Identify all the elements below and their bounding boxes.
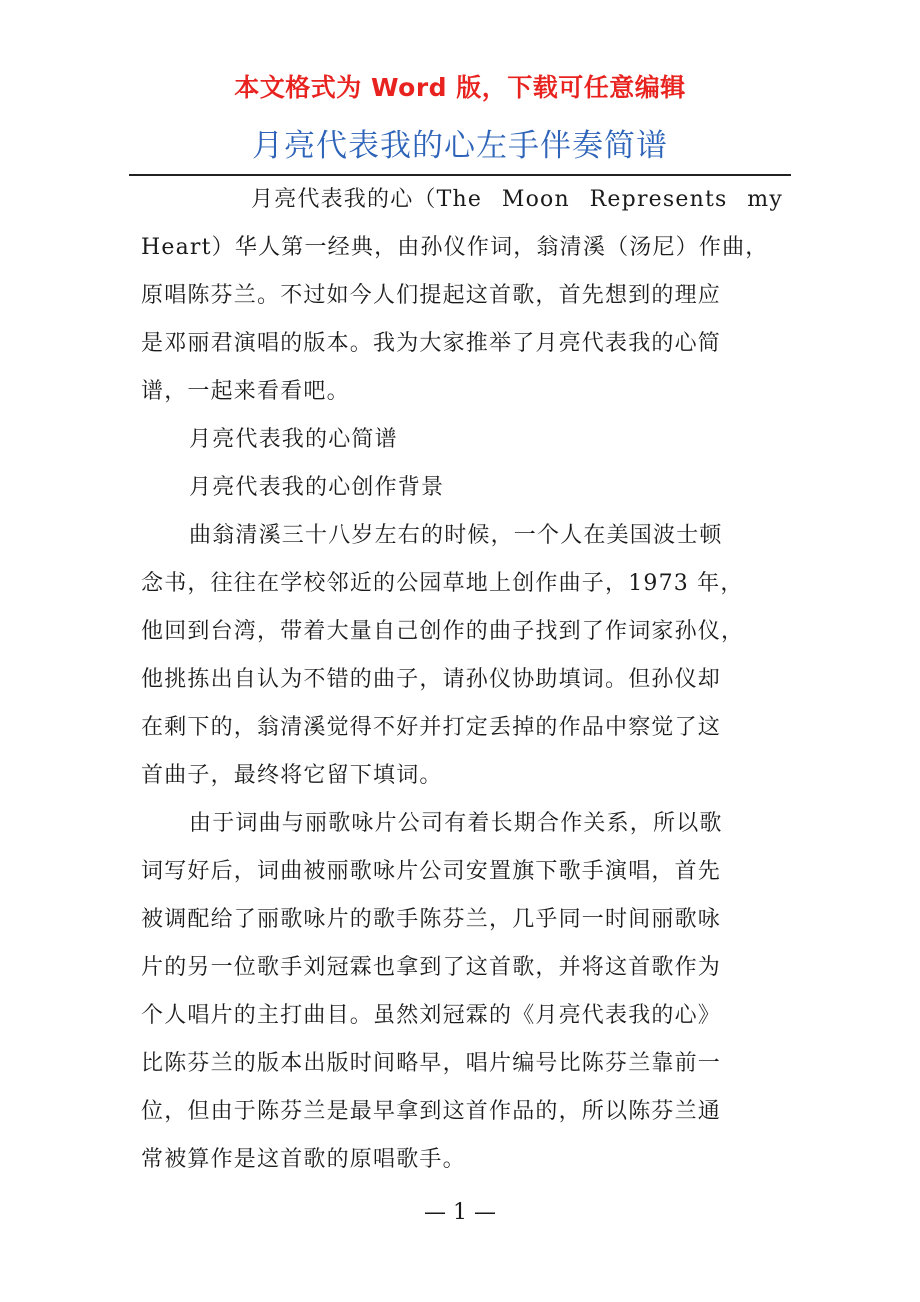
paragraph-line: 词写好后，词曲被丽歌咏片公司安置旗下歌手演唱，首先 <box>141 859 722 884</box>
background-paragraph-1 <box>141 512 783 800</box>
document-body <box>141 176 783 1184</box>
paragraph-line: 念书，往往在学校邻近的公园草地上创作曲子，1973 年， <box>141 571 744 596</box>
intro-line: 谱，一起来看看吧。 <box>141 379 350 404</box>
paragraph-line: 他回到台湾，带着大量自己创作的曲子找到了作词家孙仪， <box>141 619 745 644</box>
intro-word: Moon <box>501 187 570 212</box>
paragraph-line: 比陈芬兰的版本出版时间略早，唱片编号比陈芬兰靠前一 <box>141 1051 722 1076</box>
paragraph-line: 首曲子，最终将它留下填词。 <box>141 763 443 788</box>
intro-paragraph <box>141 176 783 416</box>
paragraph-line: 个人唱片的主打曲目。虽然刘冠霖的《月亮代表我的心》 <box>141 1003 722 1028</box>
intro-line: Heart）华人第一经典，由孙仪作词，翁清溪（汤尼）作曲， <box>141 235 769 260</box>
paragraph-line: 片的另一位歌手刘冠霖也拿到了这首歌，并将这首歌作为 <box>141 955 722 980</box>
paragraph-line: 曲翁清溪三十八岁左右的时候，一个人在美国波士顿 <box>189 523 723 548</box>
paragraph-line: 位，但由于陈芬兰是最早拿到这首作品的，所以陈芬兰通 <box>141 1099 722 1124</box>
download-banner: 本文格式为 Word 版，下载可任意编辑 <box>234 73 686 102</box>
intro-line: 是邓丽君演唱的版本。我为大家推举了月亮代表我的心简 <box>141 331 722 356</box>
paragraph-line: 被调配给了丽歌咏片的歌手陈芬兰，几乎同一时间丽歌咏 <box>141 907 722 932</box>
page-number: — 1 — <box>424 1200 496 1225</box>
intro-word: my <box>747 187 783 212</box>
page-title: 月亮代表我的心左手伴奏简谱 <box>252 128 668 164</box>
section-heading-background: 月亮代表我的心创作背景 <box>189 475 445 500</box>
paragraph-line: 常被算作是这首歌的原唱歌手。 <box>141 1147 466 1172</box>
section-heading-score: 月亮代表我的心简谱 <box>189 427 398 452</box>
background-paragraph-2 <box>141 800 783 1184</box>
intro-word: Represents <box>589 187 728 212</box>
intro-first-line <box>141 176 783 224</box>
paragraph-line: 在剩下的，翁清溪觉得不好并打定丢掉的作品中察觉了这 <box>141 715 722 740</box>
paragraph-line: 由于词曲与丽歌咏片公司有着长期合作关系，所以歌 <box>189 811 723 836</box>
intro-word: 月亮代表我的心（The <box>251 187 483 212</box>
intro-line: 原唱陈芬兰。不过如今人们提起这首歌，首先想到的理应 <box>141 283 722 308</box>
paragraph-line: 他挑拣出自认为不错的曲子，请孙仪协助填词。但孙仪却 <box>141 667 722 692</box>
